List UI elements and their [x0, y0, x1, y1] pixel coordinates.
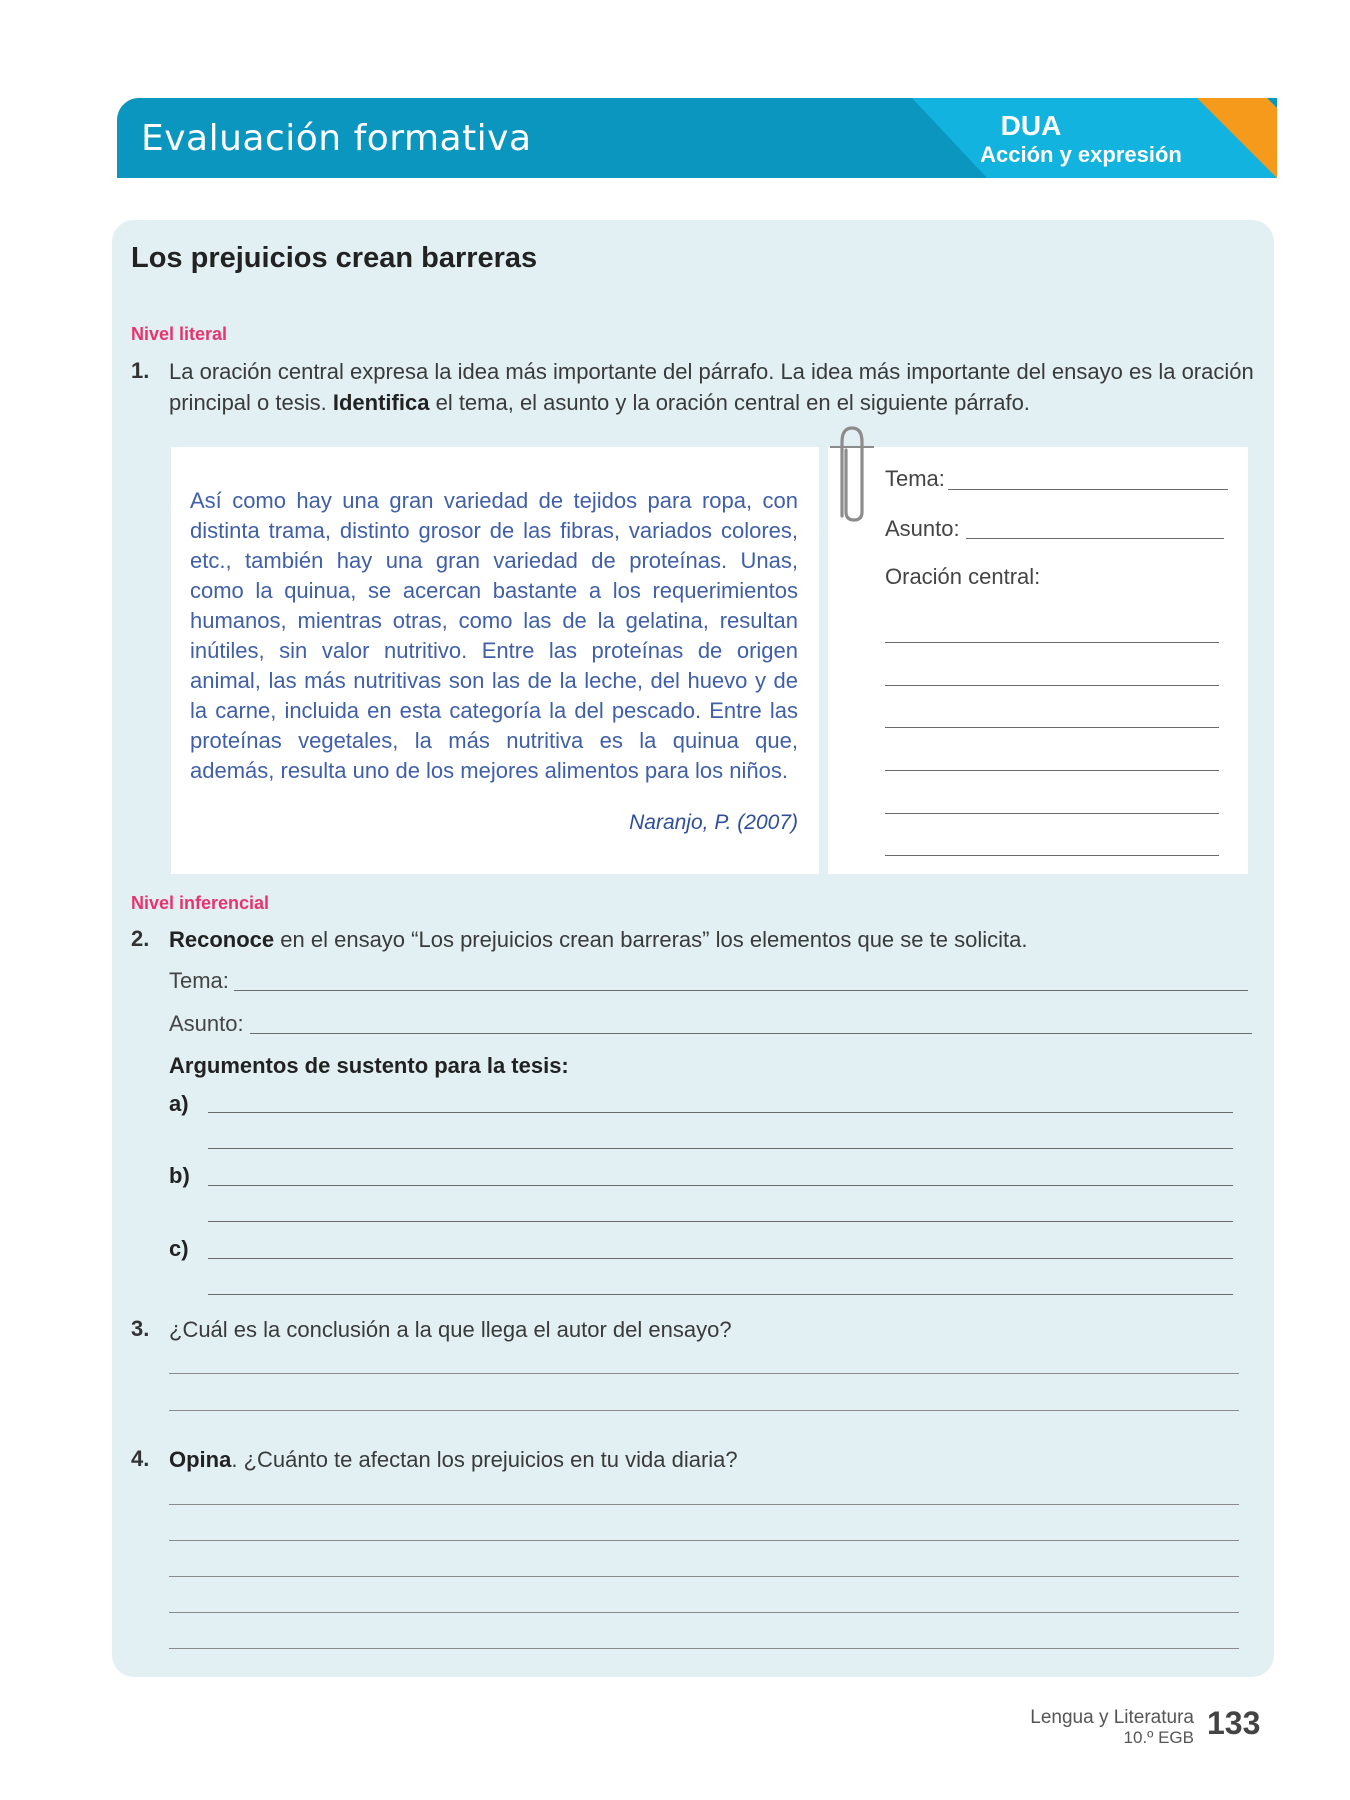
q3-answer-line[interactable] — [169, 1410, 1239, 1411]
q1-asunto-line[interactable] — [966, 538, 1224, 539]
q3-text: ¿Cuál es la conclusión a la que llega el autor del ensayo? — [169, 1317, 732, 1342]
q1-asunto-label: Asunto: — [885, 516, 960, 541]
level-inferential: Nivel inferencial — [131, 893, 270, 913]
q2-tema-line[interactable] — [234, 990, 1248, 991]
q4-number: 4. — [131, 1446, 150, 1471]
q1-oracion-line[interactable] — [885, 813, 1219, 814]
q4-answer-line[interactable] — [169, 1540, 1239, 1541]
q2-bold-verb: Reconoce — [169, 927, 275, 952]
q1-tema-label: Tema: — [885, 466, 945, 491]
q1-text-b: el tema, el asunto y la oración central en el siguiente párrafo. — [435, 390, 1030, 415]
q3-number: 3. — [131, 1316, 150, 1341]
answer-box — [828, 447, 1248, 874]
header-banner — [117, 98, 1277, 178]
q4-bold-verb: Opina — [169, 1447, 232, 1472]
q2-arguments-label: Argumentos de sustento para la tesis: — [169, 1053, 569, 1078]
q2-asunto-line[interactable] — [250, 1033, 1252, 1034]
q2-item-a-line[interactable] — [208, 1112, 1233, 1113]
q1-tema-line[interactable] — [948, 489, 1228, 490]
q2-instruction — [169, 924, 1259, 955]
q2-item-b-line[interactable] — [208, 1221, 1233, 1222]
q1-text-a: La oración central expresa la idea más importante del párrafo. La idea más importante del ensayo es la oración principal o tesis. — [169, 359, 1254, 415]
q4-instruction — [169, 1444, 738, 1475]
section-title: Los prejuicios crean barreras — [131, 242, 538, 274]
q1-oracion-line[interactable] — [885, 685, 1219, 686]
q4-answer-line[interactable] — [169, 1648, 1239, 1649]
q2-item-c: c) — [169, 1236, 189, 1261]
q4-answer-line[interactable] — [169, 1612, 1239, 1613]
q1-oracion-line[interactable] — [885, 770, 1219, 771]
footer-subject: Lengua y Literatura — [1030, 1707, 1194, 1728]
q2-item-c-line[interactable] — [208, 1258, 1233, 1259]
q1-number: 1. — [131, 358, 150, 383]
paperclip-icon — [828, 420, 876, 524]
q2-item-b-line[interactable] — [208, 1185, 1233, 1186]
level-literal: Nivel literal — [131, 324, 228, 344]
page-title: Evaluación formativa — [141, 118, 532, 159]
q4-answer-line[interactable] — [169, 1504, 1239, 1505]
q4-text: . ¿Cuánto te afectan los prejuicios en tu vida diaria? — [231, 1447, 738, 1472]
q3-answer-line[interactable] — [169, 1373, 1239, 1374]
dua-subtitle: Acción y expresión — [980, 142, 1182, 167]
q2-tema-label: Tema: — [169, 968, 229, 993]
q4-answer-line[interactable] — [169, 1576, 1239, 1577]
footer-grade: 10.º EGB — [1123, 1728, 1194, 1747]
q2-text: en el ensayo “Los prejuicios crean barreras” los elementos que se te solicita. — [280, 927, 1028, 952]
q2-item-b: b) — [169, 1163, 190, 1188]
passage-text: Así como hay una gran variedad de tejidos para ropa, con distinta trama, distinto grosor de las fibras, variados colores, etc., también hay una gran variedad de proteínas. Unas, como la quinua, se acercan bastante a los requerimientos humanos, mientras otras, como las de la gelatina, resultan inútiles, sin valor nutritivo. Entre las proteínas de origen animal, las más nutritivas son las de la leche, del huevo y de la carne, incluida en esta categoría la del pescado. Entre las proteínas vegetales, la más nutritiva es la quinua que, además, resulta uno de los mejores alimentos para los niños. — [190, 488, 798, 783]
q2-number: 2. — [131, 926, 150, 951]
q2-item-a-line[interactable] — [208, 1148, 1233, 1149]
q1-oracion-line[interactable] — [885, 727, 1219, 728]
dua-title: DUA — [1000, 110, 1062, 141]
q2-item-a: a) — [169, 1091, 189, 1116]
passage-citation: Naranjo, P. (2007) — [629, 811, 798, 834]
q1-oracion-label: Oración central: — [885, 564, 1041, 589]
q2-item-c-line[interactable] — [208, 1294, 1233, 1295]
page-number: 133 — [1207, 1705, 1261, 1741]
q1-instruction — [169, 356, 1259, 418]
q1-bold-verb: Identifica — [332, 390, 430, 415]
q1-oracion-line[interactable] — [885, 855, 1219, 856]
q1-oracion-line[interactable] — [885, 642, 1219, 643]
q2-asunto-label: Asunto: — [169, 1011, 244, 1036]
